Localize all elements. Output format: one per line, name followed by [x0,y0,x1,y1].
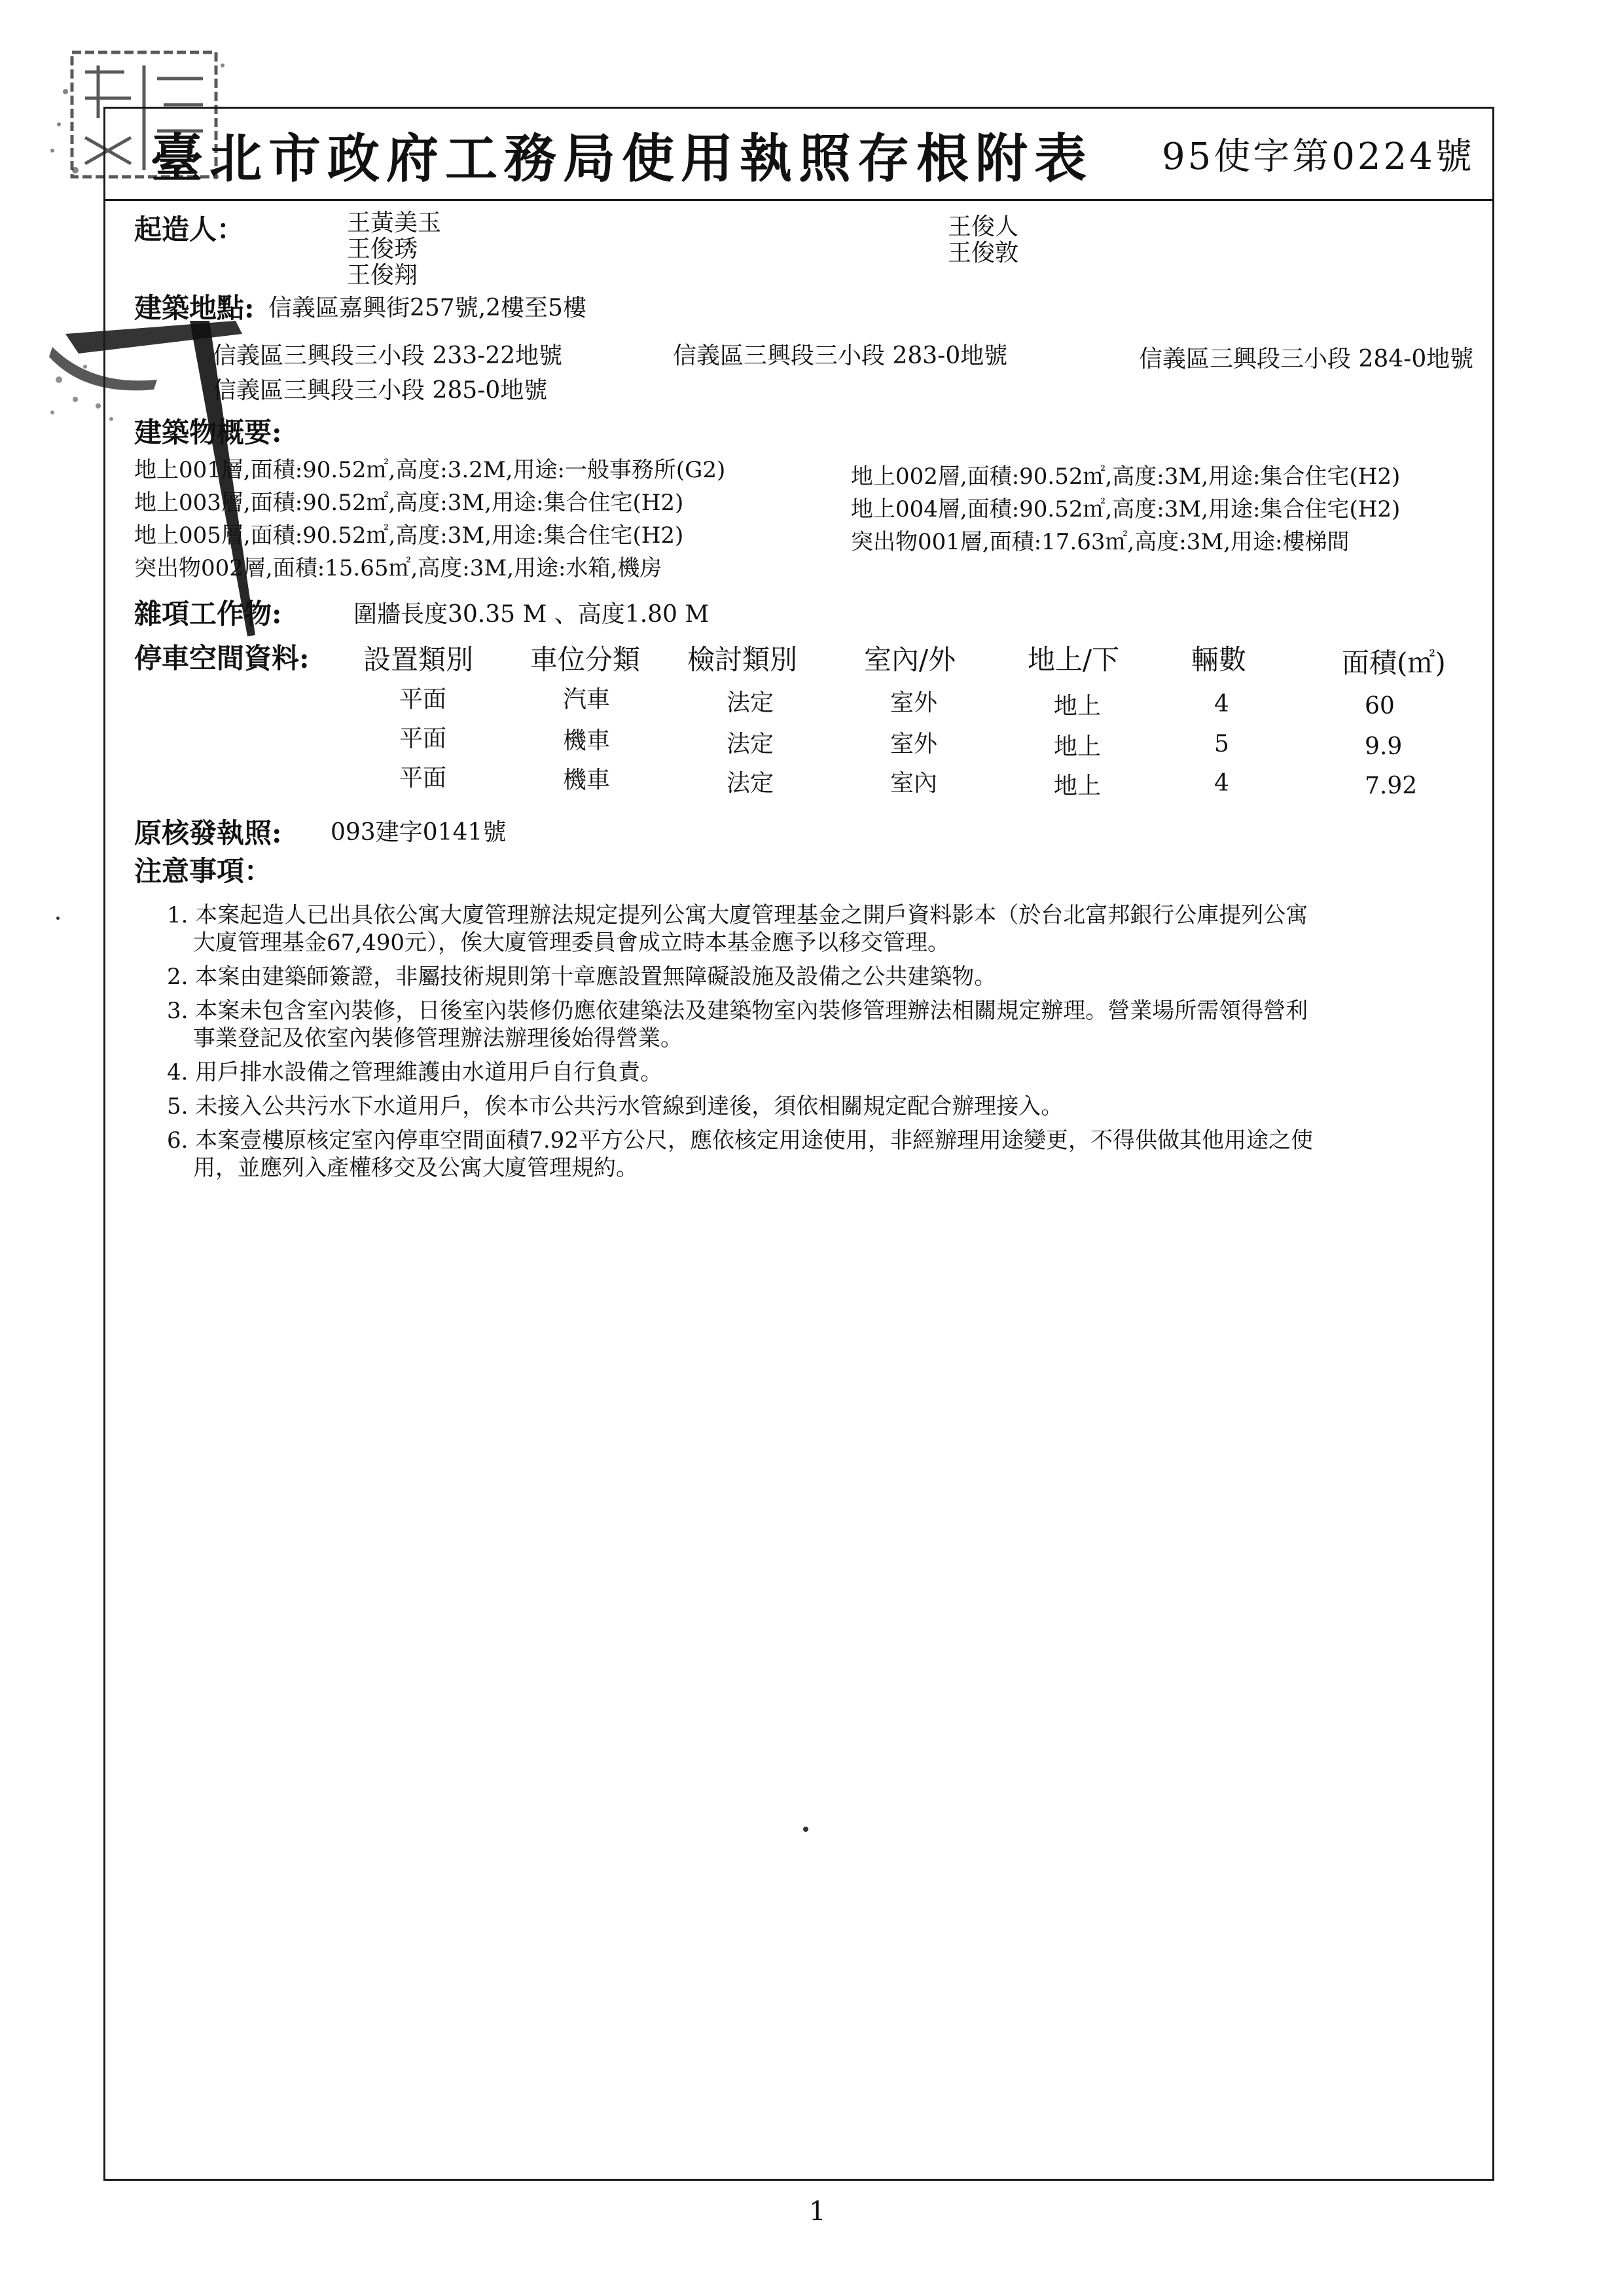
table-cell: 地上 [1054,693,1102,720]
parking-header: 室內/外 [864,644,956,676]
parking-header: 檢討類別 [687,644,798,676]
applicant-name: 王俊人 [948,213,1019,240]
overview-label: 建築物概要: [134,416,282,448]
table-cell: 地上 [1054,773,1102,799]
note-line: 事業登記及依室內裝修管理辦法辦理後始得營業。 [193,1025,683,1051]
table-cell: 汽車 [563,686,611,713]
notes-label: 注意事項： [134,855,272,887]
land-lot: 信義區三興段三小段 283-0地號 [673,342,1008,369]
page-number: 1 [809,2196,826,2227]
note-line: 用，並應列入產權移交及公寓大廈管理規約。 [193,1155,638,1181]
table-cell: 平面 [399,765,447,792]
note-line: 4. 用戶排水設備之管理維護由水道用戶自行負責。 [167,1059,663,1085]
floor-spec: 突出物001層,面積:17.63㎡,高度:3M,用途:樓梯間 [851,529,1350,555]
floor-spec: 地上003層,面積:90.52㎡,高度:3M,用途:集合住宅(H2) [134,490,684,516]
misc-works-label: 雜項工作物: [134,598,282,630]
misc-works-text: 圍牆長度30.35 M 、高度1.80 M [353,601,710,628]
table-cell: 9.9 [1365,733,1403,760]
table-cell: 地上 [1054,733,1102,760]
note-line: 大廈管理基金67,490元），俟大廈管理委員會成立時本基金應予以移交管理。 [193,930,950,956]
floor-spec: 突出物002層,面積:15.65㎡,高度:3M,用途:水箱,機房 [134,555,662,581]
floor-spec: 地上002層,面積:90.52㎡,高度:3M,用途:集合住宅(H2) [851,464,1401,490]
land-lot: 信義區三興段三小段 233-22地號 [213,342,563,369]
original-permit-label: 原核發執照: [134,817,282,849]
applicants-label: 起造人： [134,213,245,246]
table-cell: 機車 [563,727,611,754]
table-cell: 4 [1214,770,1229,797]
title-divider [103,199,1494,201]
original-permit-value: 093建字0141號 [331,819,507,846]
table-cell: 60 [1365,693,1395,720]
table-cell: 室外 [890,731,938,757]
table-cell: 室外 [890,689,938,716]
scan-speck [56,917,60,920]
table-cell: 5 [1214,731,1229,757]
note-line: 2. 本案由建築師簽證，非屬技術規則第十章應設置無障礙設施及設備之公共建築物。 [167,964,997,990]
note-line: 1. 本案起造人已出具依公寓大廈管理辦法規定提列公寓大廈管理基金之開戶資料影本（於台北富邦銀行公庫提列公寓 [167,902,1308,928]
table-cell: 7.92 [1365,773,1418,799]
parking-label: 停車空間資料: [134,642,310,674]
note-line: 3. 本案未包含室內裝修，日後室內裝修仍應依建築法及建築物室內裝修管理辦法相關規定辦理。營業場所需領得營利 [167,998,1308,1024]
floor-spec: 地上004層,面積:90.52㎡,高度:3M,用途:集合住宅(H2) [851,496,1401,522]
table-cell: 室內 [890,770,938,797]
floor-spec: 地上005層,面積:90.52㎡,高度:3M,用途:集合住宅(H2) [134,522,684,549]
table-cell: 法定 [727,770,774,797]
location-label: 建築地點: [134,292,255,324]
table-cell: 法定 [727,689,774,716]
table-cell: 平面 [399,725,447,752]
parking-header: 地上/下 [1028,644,1120,676]
applicant-name: 王俊翔 [347,262,418,289]
document-title: 臺北市政府工務局使用執照存根附表 [151,128,1093,189]
table-cell: 法定 [727,731,774,757]
table-cell: 機車 [563,767,611,793]
parking-header: 面積(㎡) [1342,647,1446,679]
parking-header: 設置類別 [363,644,474,676]
parking-header: 車位分類 [530,644,641,676]
note-line: 5. 未接入公共污水下水道用戶，俟本市公共污水管線到達後，須依相關規定配合辦理接入。 [167,1093,1064,1120]
location-address: 信義區嘉興街257號,2樓至5樓 [268,295,586,321]
table-cell: 平面 [399,686,447,713]
land-lot: 信義區三興段三小段 284-0地號 [1139,346,1474,373]
applicant-name: 王俊敦 [948,240,1019,266]
applicant-name: 王黃美玉 [347,210,442,236]
land-lot: 信義區三興段三小段 285-0地號 [213,377,548,404]
table-cell: 4 [1214,691,1229,718]
floor-spec: 地上001層,面積:90.52㎡,高度:3.2M,用途:一般事務所(G2) [134,457,726,483]
permit-number: 95使字第0224號 [1162,136,1475,178]
parking-header: 輛數 [1191,644,1247,676]
note-line: 6. 本案壹樓原核定室內停車空間面積7.92平方公尺，應依核定用途使用，非經辦理用途變更，不得供做其他用途之使 [167,1127,1313,1154]
applicant-name: 王俊琇 [347,236,418,263]
